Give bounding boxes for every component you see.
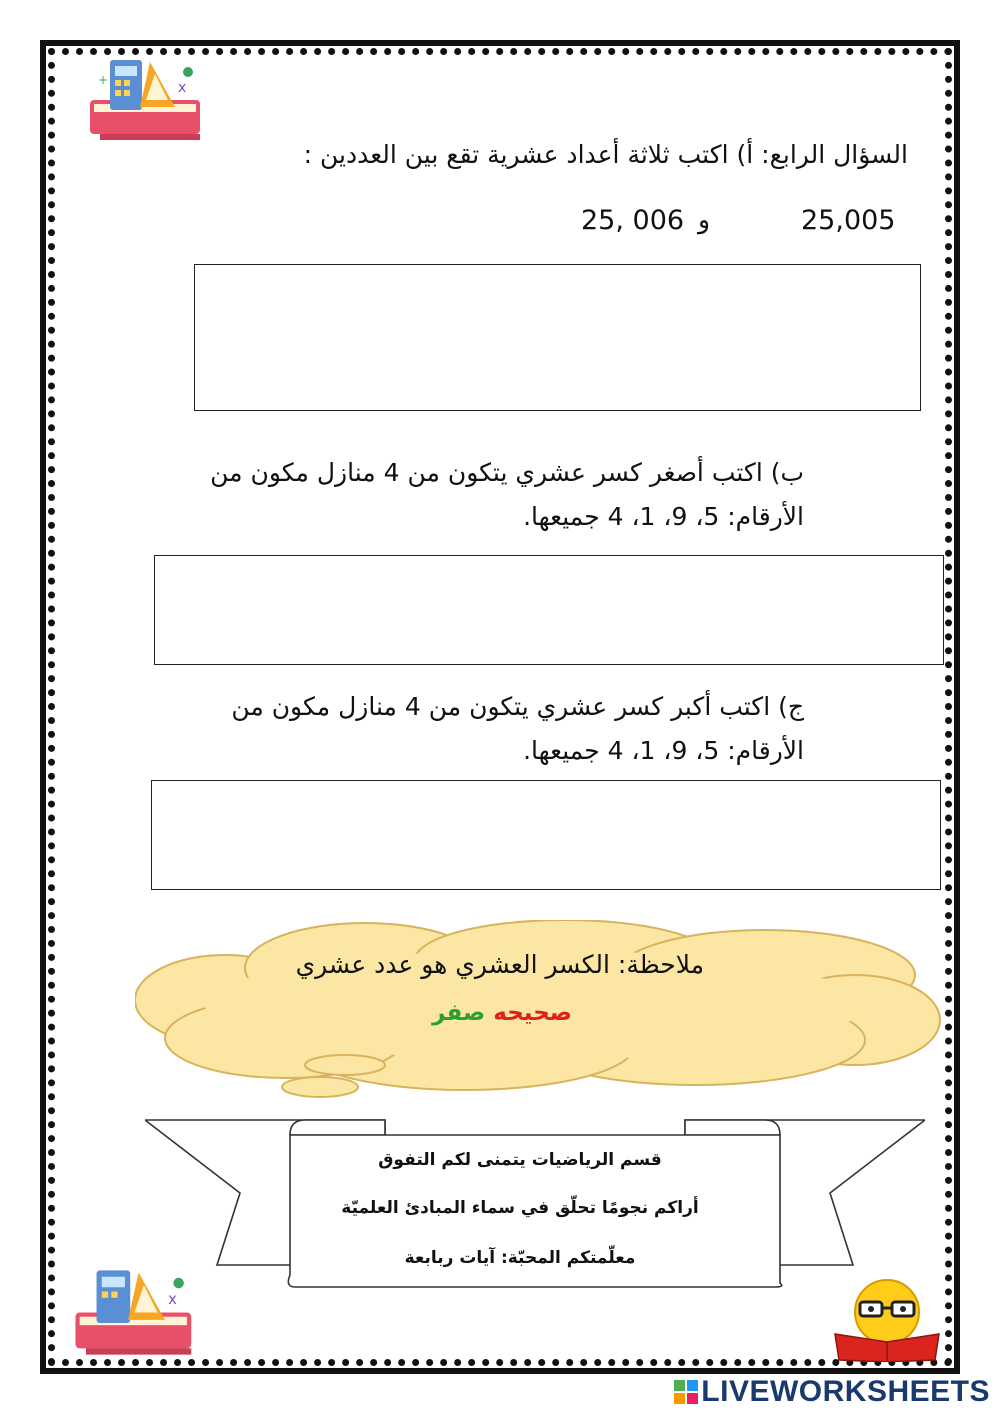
banner-line1: قسم الرياضيات يتمنى لكم التفوق (378, 1150, 662, 1170)
question-4-title: السؤال الرابع: أ) اكتب ثلاثة أعداد عشرية تقع بين العددين : (303, 140, 908, 169)
part-c-line1: ج) اكتب أكبر كسر عشري يتكون من 4 منازل مكون من (231, 692, 804, 721)
svg-text:x: x (168, 1291, 177, 1309)
note-second-line (432, 1000, 572, 1026)
answer-box-b[interactable] (154, 555, 944, 665)
banner-line3: معلّمتكم المحبّة: آيات ربابعة (404, 1248, 636, 1268)
number-a: 25,005 (801, 205, 896, 236)
answer-box-c[interactable] (151, 780, 941, 890)
connector-and: و (698, 205, 711, 234)
svg-text:x: x (178, 80, 187, 96)
note-text: ملاحظة: الكسر العشري هو عدد عشري (295, 950, 704, 979)
part-b-line1: ب) اكتب أصغر كسر عشري يتكون من 4 منازل مكون من (210, 458, 804, 487)
number-b: 25, 006 (581, 205, 685, 236)
liveworksheets-brand: LIVEWORKSHEETS (701, 1375, 990, 1408)
math-books-illustration-bottom (56, 1262, 216, 1362)
note-word-green: صفر (432, 1000, 486, 1026)
part-b-line2: الأرقام: 5، 9، 1، 4 جميعها. (523, 502, 804, 531)
smiley-reading-icon (830, 1272, 945, 1362)
answer-box-a[interactable] (194, 264, 921, 411)
math-books-illustration (80, 52, 215, 147)
liveworksheets-icon (674, 1378, 698, 1402)
banner-line2: أراكم نجومًا تحلّق في سماء المبادئ العلميّة (341, 1198, 699, 1218)
svg-text:+: + (98, 73, 109, 87)
note-word-red: صحيحه (493, 1000, 572, 1026)
liveworksheets-logo[interactable] (674, 1375, 990, 1409)
part-c-line2: الأرقام: 5، 9، 1، 4 جميعها. (523, 736, 804, 765)
